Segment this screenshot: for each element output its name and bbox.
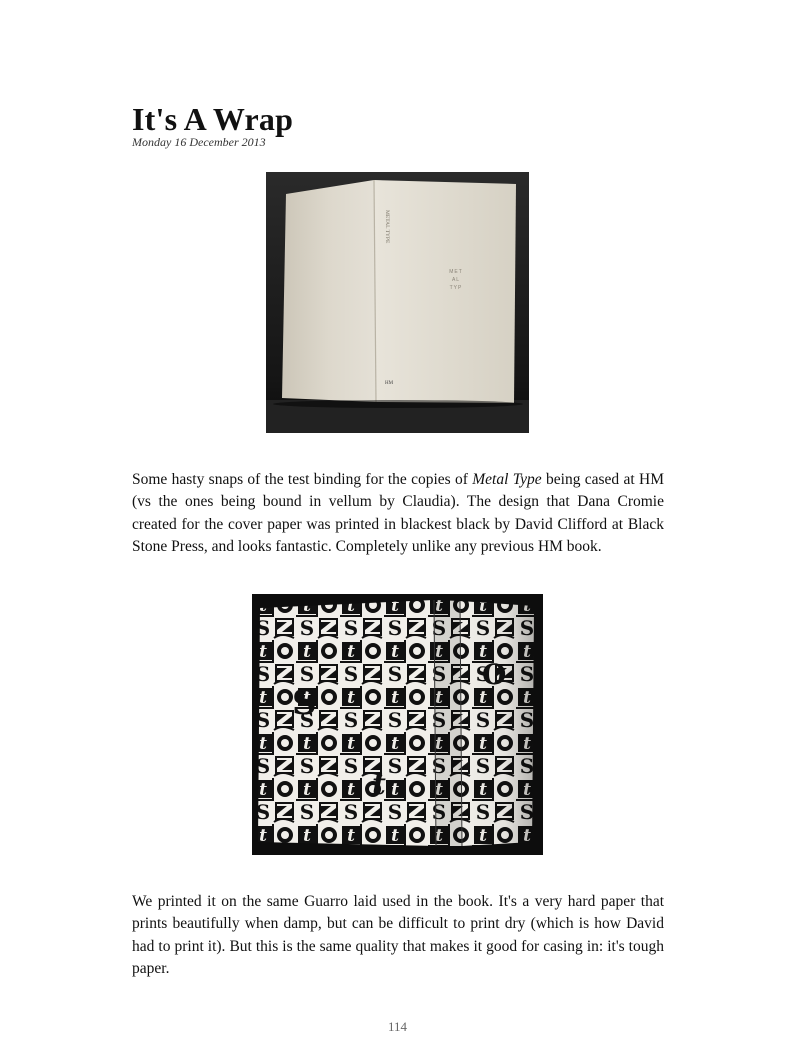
- pattern-letter-1: S: [292, 683, 317, 723]
- pattern-letter-3: O: [482, 658, 507, 691]
- page-number: 114: [387, 1019, 408, 1034]
- book-cover-illustration: [266, 172, 529, 433]
- paragraph-1-start: Some hasty snaps of the test binding for the copies of: [132, 471, 473, 488]
- pattern-letter-2: t: [372, 767, 386, 802]
- paragraph-2: We printed it on the same Guarro laid used in the book. It's a very hard paper that prints beautifully when damp, but can be difficult to print dry (which is how David had to print it). But this is the same quality that makes it good for casing in: it's tough paper.: [132, 893, 664, 977]
- patterned-cover-photo: [252, 594, 543, 855]
- cover-label-3: TYP: [449, 285, 463, 291]
- post-title: It's A Wrap: [132, 101, 294, 137]
- patterned-cover-illustration: [252, 594, 543, 855]
- cover-label-2: AL: [451, 277, 461, 283]
- post-date: Monday 16 December 2013: [132, 135, 266, 149]
- book-cover-photo: [266, 172, 529, 433]
- paragraph-1-end: being cased at HM (vs the ones being bound in vellum by Claudia). The design that Dana Cromie created for the cover paper was printed in blackest black by David Clifford at Black Stone Press, and looks fantastic. Completely unlike any previous HM book.: [132, 471, 664, 555]
- spine-foot: HM: [385, 381, 394, 386]
- cover-label-1: MET: [449, 269, 463, 275]
- paragraph-1-book-title: Metal Type: [472, 471, 542, 488]
- paragraph-1: [132, 469, 664, 558]
- spine-title: METAL TYPE: [384, 210, 390, 244]
